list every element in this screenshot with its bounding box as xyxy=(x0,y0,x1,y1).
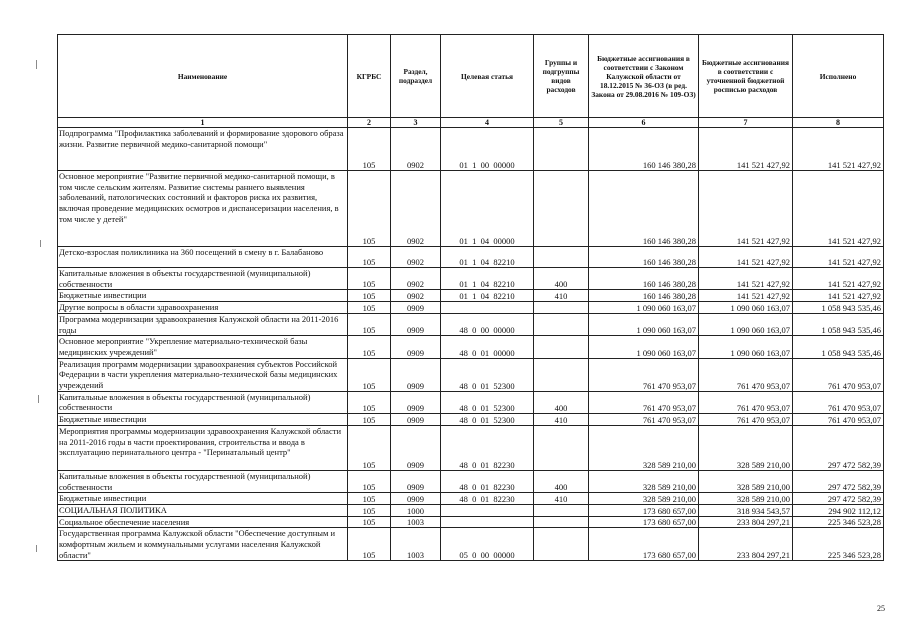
row-target: 01 1 00 00000 xyxy=(441,128,534,171)
row-refined-allocation: 141 521 427,92 xyxy=(699,268,793,290)
header-name: Наименование xyxy=(58,35,348,118)
table-row xyxy=(58,391,884,413)
row-law-allocation: 160 146 380,28 xyxy=(589,171,699,247)
row-group xyxy=(534,302,589,314)
row-section: 0909 xyxy=(391,358,441,391)
column-number: 1 xyxy=(58,118,348,128)
row-group xyxy=(534,128,589,171)
row-group xyxy=(534,528,589,561)
row-kgrbs: 105 xyxy=(348,528,391,561)
header-law-allocations: Бюджетные ассигнования в соответствии с Законом Калужской области от 18.12.2015 № 36-ОЗ (в ред. Закона от 29.08.2016 № 109-ОЗ) xyxy=(589,35,699,118)
row-refined-allocation: 1 090 060 163,07 xyxy=(699,336,793,358)
row-target: 48 0 01 82230 xyxy=(441,425,534,470)
row-section: 1003 xyxy=(391,516,441,528)
header-target: Целевая статья xyxy=(441,35,534,118)
row-group: 410 xyxy=(534,290,589,302)
header-section: Раздел, подраздел xyxy=(391,35,441,118)
row-kgrbs: 105 xyxy=(348,247,391,268)
row-kgrbs: 105 xyxy=(348,290,391,302)
header-executed: Исполнено xyxy=(793,35,884,118)
column-number: 6 xyxy=(589,118,699,128)
row-executed: 225 346 523,28 xyxy=(793,516,884,528)
table-row xyxy=(58,302,884,314)
header-groups: Группы и подгруппы видов расходов xyxy=(534,35,589,118)
row-name: Бюджетные инвестиции xyxy=(58,290,348,302)
row-executed: 1 058 943 535,46 xyxy=(793,313,884,335)
row-refined-allocation: 761 470 953,07 xyxy=(699,391,793,413)
table-row xyxy=(58,504,884,516)
scan-mark xyxy=(38,395,39,403)
row-target: 48 0 01 82230 xyxy=(441,470,534,492)
row-executed: 1 058 943 535,46 xyxy=(793,302,884,314)
row-kgrbs: 105 xyxy=(348,268,391,290)
row-target: 48 0 00 00000 xyxy=(441,313,534,335)
table-row xyxy=(58,336,884,358)
scan-mark xyxy=(36,545,37,552)
row-kgrbs: 105 xyxy=(348,336,391,358)
row-executed: 294 902 112,12 xyxy=(793,504,884,516)
table-row xyxy=(58,425,884,470)
row-executed: 141 521 427,92 xyxy=(793,171,884,247)
row-name: СОЦИАЛЬНАЯ ПОЛИТИКА xyxy=(58,504,348,516)
row-kgrbs: 105 xyxy=(348,493,391,505)
row-name: Бюджетные инвестиции xyxy=(58,493,348,505)
row-group: 400 xyxy=(534,391,589,413)
row-kgrbs: 105 xyxy=(348,425,391,470)
table-row xyxy=(58,313,884,335)
row-target: 01 1 04 82210 xyxy=(441,247,534,268)
column-number-row xyxy=(58,118,884,128)
row-section: 0909 xyxy=(391,336,441,358)
column-number: 5 xyxy=(534,118,589,128)
row-target: 48 0 01 52300 xyxy=(441,358,534,391)
row-law-allocation: 1 090 060 163,07 xyxy=(589,336,699,358)
table-row xyxy=(58,247,884,268)
row-section: 1003 xyxy=(391,528,441,561)
table-row xyxy=(58,128,884,171)
row-name: Подпрограмма "Профилактика заболеваний и формирование здорового образа жизни. Развитие первичной медико-санитарной помощи" xyxy=(58,128,348,171)
row-law-allocation: 761 470 953,07 xyxy=(589,414,699,426)
budget-table xyxy=(57,34,884,561)
row-target: 48 0 01 82230 xyxy=(441,493,534,505)
row-refined-allocation: 141 521 427,92 xyxy=(699,247,793,268)
column-number: 4 xyxy=(441,118,534,128)
row-law-allocation: 173 680 657,00 xyxy=(589,504,699,516)
column-number: 2 xyxy=(348,118,391,128)
row-group xyxy=(534,336,589,358)
row-name: Капитальные вложения в объекты государственной (муниципальной) собственности xyxy=(58,268,348,290)
row-section: 0902 xyxy=(391,290,441,302)
row-name: Бюджетные инвестиции xyxy=(58,414,348,426)
row-executed: 141 521 427,92 xyxy=(793,247,884,268)
table-row xyxy=(58,470,884,492)
row-refined-allocation: 328 589 210,00 xyxy=(699,425,793,470)
row-kgrbs: 105 xyxy=(348,128,391,171)
row-group xyxy=(534,247,589,268)
row-executed: 141 521 427,92 xyxy=(793,128,884,171)
row-name: Программа модернизации здравоохранения Калужской области на 2011-2016 годы xyxy=(58,313,348,335)
row-section: 0909 xyxy=(391,493,441,505)
row-refined-allocation: 1 090 060 163,07 xyxy=(699,313,793,335)
row-section: 0902 xyxy=(391,247,441,268)
row-target: 01 1 04 00000 xyxy=(441,171,534,247)
page-number: 25 xyxy=(877,604,885,613)
row-section: 0902 xyxy=(391,171,441,247)
row-name: Мероприятия программы модернизации здравоохранения Калужской области на 2011-2016 годы в части проектирования, строительства и ввода в эксплуатацию перинатального центра - "Перинатальный центр" xyxy=(58,425,348,470)
row-group: 400 xyxy=(534,268,589,290)
row-group xyxy=(534,425,589,470)
row-refined-allocation: 233 804 297,21 xyxy=(699,516,793,528)
header-refined-allocations: Бюджетные ассигнования в соответствии с уточненной бюджетной росписью расходов xyxy=(699,35,793,118)
row-target xyxy=(441,302,534,314)
row-name: Основное мероприятие "Развитие первичной медико-санитарной помощи, в том числе сельским жителям. Развитие системы раннего выявления заболеваний, патологических состояний и факторов риска их развития, включая проведение медицинских осмотров и диспансеризации населения, в том числе у детей" xyxy=(58,171,348,247)
table-row xyxy=(58,414,884,426)
row-section: 0909 xyxy=(391,425,441,470)
row-section: 0909 xyxy=(391,470,441,492)
row-group xyxy=(534,171,589,247)
row-executed: 141 521 427,92 xyxy=(793,290,884,302)
scan-mark xyxy=(36,60,37,69)
row-group xyxy=(534,504,589,516)
row-section: 0909 xyxy=(391,313,441,335)
row-law-allocation: 328 589 210,00 xyxy=(589,470,699,492)
row-group xyxy=(534,516,589,528)
row-refined-allocation: 761 470 953,07 xyxy=(699,358,793,391)
row-target: 48 0 01 00000 xyxy=(441,336,534,358)
row-law-allocation: 761 470 953,07 xyxy=(589,391,699,413)
row-section: 0909 xyxy=(391,414,441,426)
row-executed: 297 472 582,39 xyxy=(793,493,884,505)
row-executed: 761 470 953,07 xyxy=(793,358,884,391)
row-name: Капитальные вложения в объекты государственной (муниципальной) собственности xyxy=(58,391,348,413)
row-name: Основное мероприятие "Укрепление материально-технической базы медицинских учреждений" xyxy=(58,336,348,358)
row-executed: 141 521 427,92 xyxy=(793,268,884,290)
row-target xyxy=(441,504,534,516)
row-law-allocation: 1 090 060 163,07 xyxy=(589,313,699,335)
row-refined-allocation: 318 934 543,57 xyxy=(699,504,793,516)
row-name: Капитальные вложения в объекты государственной (муниципальной) собственности xyxy=(58,470,348,492)
row-kgrbs: 105 xyxy=(348,358,391,391)
column-number: 3 xyxy=(391,118,441,128)
row-executed: 225 346 523,28 xyxy=(793,528,884,561)
row-law-allocation: 328 589 210,00 xyxy=(589,425,699,470)
table-row xyxy=(58,290,884,302)
row-name: Реализация программ модернизации здравоохранения субъектов Российской Федерации в части укрепления материально-технической базы медицинских учреждений xyxy=(58,358,348,391)
row-section: 0902 xyxy=(391,268,441,290)
row-refined-allocation: 328 589 210,00 xyxy=(699,470,793,492)
header-kgrbs: КГРБС xyxy=(348,35,391,118)
row-refined-allocation: 141 521 427,92 xyxy=(699,171,793,247)
row-refined-allocation: 141 521 427,92 xyxy=(699,128,793,171)
row-executed: 761 470 953,07 xyxy=(793,391,884,413)
row-section: 0909 xyxy=(391,302,441,314)
row-kgrbs: 105 xyxy=(348,313,391,335)
row-refined-allocation: 141 521 427,92 xyxy=(699,290,793,302)
row-kgrbs: 105 xyxy=(348,302,391,314)
row-target: 48 0 01 52300 xyxy=(441,391,534,413)
row-law-allocation: 173 680 657,00 xyxy=(589,528,699,561)
row-kgrbs: 105 xyxy=(348,171,391,247)
row-refined-allocation: 233 804 297,21 xyxy=(699,528,793,561)
row-refined-allocation: 328 589 210,00 xyxy=(699,493,793,505)
row-target: 01 1 04 82210 xyxy=(441,290,534,302)
row-section: 0909 xyxy=(391,391,441,413)
row-law-allocation: 1 090 060 163,07 xyxy=(589,302,699,314)
row-law-allocation: 160 146 380,28 xyxy=(589,290,699,302)
row-section: 0902 xyxy=(391,128,441,171)
scan-mark xyxy=(40,240,41,247)
row-executed: 1 058 943 535,46 xyxy=(793,336,884,358)
row-target: 01 1 04 82210 xyxy=(441,268,534,290)
row-group: 400 xyxy=(534,470,589,492)
table-row xyxy=(58,493,884,505)
row-name: Детско-взрослая поликлиника на 360 посещений в смену в г. Балабаново xyxy=(58,247,348,268)
row-name: Государственная программа Калужской области "Обеспечение доступным и комфортным жильем и коммунальными услугами населения Калужской области" xyxy=(58,528,348,561)
row-law-allocation: 328 589 210,00 xyxy=(589,493,699,505)
row-executed: 297 472 582,39 xyxy=(793,470,884,492)
row-group: 410 xyxy=(534,414,589,426)
row-executed: 761 470 953,07 xyxy=(793,414,884,426)
row-name: Другие вопросы в области здравоохранения xyxy=(58,302,348,314)
table-row xyxy=(58,528,884,561)
row-kgrbs: 105 xyxy=(348,516,391,528)
row-target: 05 0 00 00000 xyxy=(441,528,534,561)
row-kgrbs: 105 xyxy=(348,391,391,413)
row-executed: 297 472 582,39 xyxy=(793,425,884,470)
row-kgrbs: 105 xyxy=(348,504,391,516)
row-kgrbs: 105 xyxy=(348,414,391,426)
table-row xyxy=(58,171,884,247)
table-row xyxy=(58,358,884,391)
row-group: 410 xyxy=(534,493,589,505)
row-refined-allocation: 1 090 060 163,07 xyxy=(699,302,793,314)
row-law-allocation: 160 146 380,28 xyxy=(589,247,699,268)
row-group xyxy=(534,358,589,391)
column-number: 7 xyxy=(699,118,793,128)
row-name: Социальное обеспечение населения xyxy=(58,516,348,528)
column-number: 8 xyxy=(793,118,884,128)
table-row xyxy=(58,268,884,290)
row-group xyxy=(534,313,589,335)
row-section: 1000 xyxy=(391,504,441,516)
row-kgrbs: 105 xyxy=(348,470,391,492)
row-law-allocation: 160 146 380,28 xyxy=(589,268,699,290)
row-target xyxy=(441,516,534,528)
row-law-allocation: 160 146 380,28 xyxy=(589,128,699,171)
row-refined-allocation: 761 470 953,07 xyxy=(699,414,793,426)
row-law-allocation: 761 470 953,07 xyxy=(589,358,699,391)
table-row xyxy=(58,516,884,528)
row-target: 48 0 01 52300 xyxy=(441,414,534,426)
row-law-allocation: 173 680 657,00 xyxy=(589,516,699,528)
